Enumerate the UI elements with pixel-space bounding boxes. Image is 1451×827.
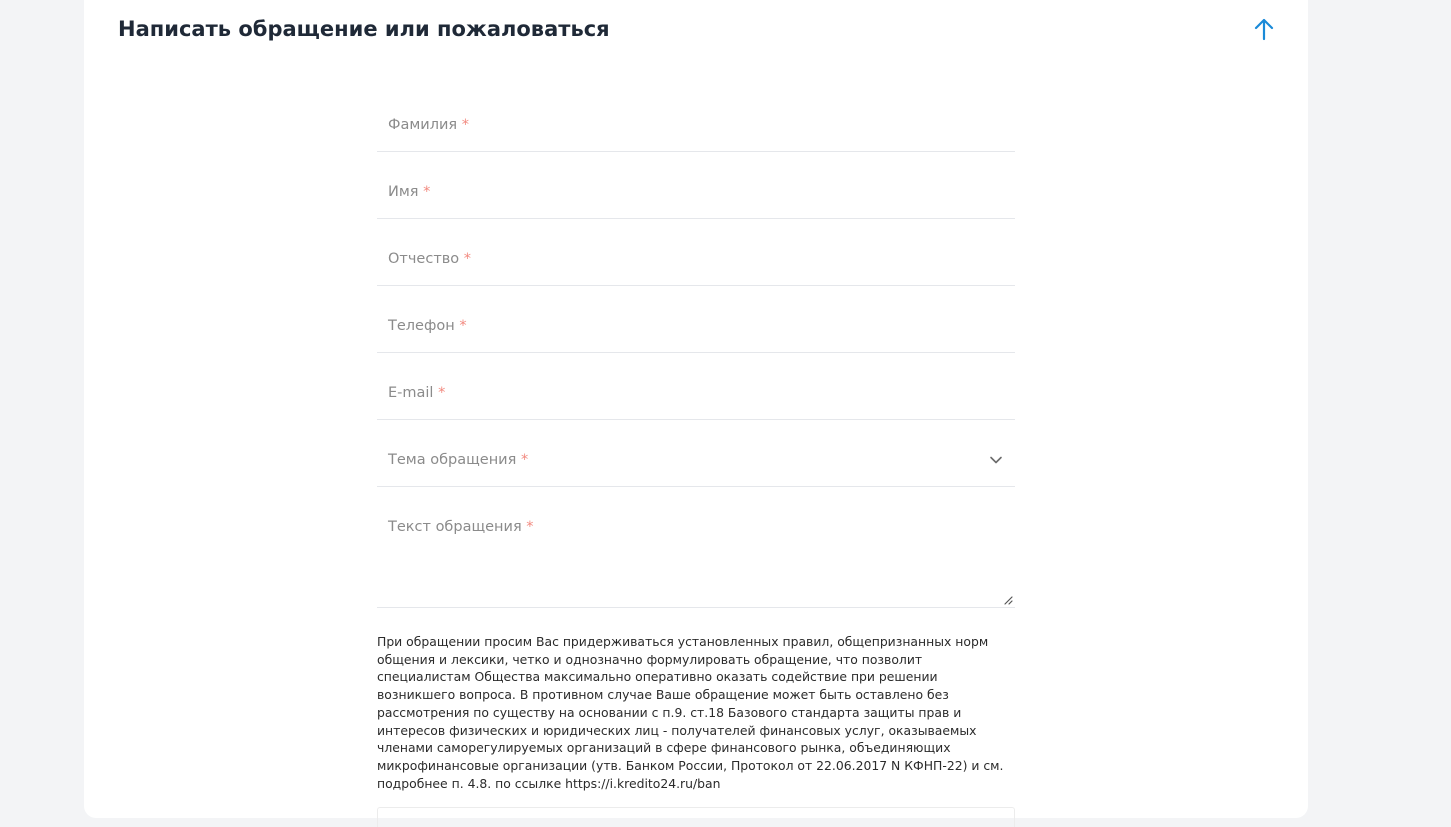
last-name-label: Фамилия * xyxy=(388,117,470,133)
phone-label: Телефон * xyxy=(388,318,467,334)
arrow-up-icon xyxy=(1253,17,1275,41)
next-form-block xyxy=(377,807,1015,827)
email-label: E-mail * xyxy=(388,385,446,401)
phone-field[interactable] xyxy=(377,311,1015,353)
chevron-down-icon xyxy=(989,453,1003,467)
email-field[interactable] xyxy=(377,378,1015,420)
resize-handle-icon[interactable] xyxy=(1003,595,1013,605)
last-name-field[interactable] xyxy=(377,110,1015,152)
appeal-notice-text: При обращении просим Вас придерживаться установленных правил, общепризнанных норм общения и лексики, четко и однозначно формулировать обращение, что позволит специалистам Общества максимально оперативно оказать содействие при решении возникшего вопроса. В противном случае Ваше обращение может быть оставлено без рассмотрения по существу на основании с п.9. ст.18 Базового стандарта защиты прав и интересов физических и юридических лиц - получателей финансовых услуг, оказываемых членами саморегулируемых организаций в сфере финансового рынка, объединяющих микрофинансовые организации (утв. Банком России, Протокол от 22.06.2017 N КФНП-22) и см. подробнее п. 4.8. по ссылке https://i.kredito24.ru/ban xyxy=(377,634,1004,791)
message-label: Текст обращения * xyxy=(388,519,534,535)
message-textarea[interactable] xyxy=(377,512,1015,608)
first-name-field[interactable] xyxy=(377,177,1015,219)
section-title: Написать обращение или пожаловаться xyxy=(118,17,610,41)
appeal-card xyxy=(84,0,1308,818)
subject-select[interactable] xyxy=(377,445,1015,487)
subject-label: Тема обращения * xyxy=(388,452,529,468)
patronymic-label: Отчество * xyxy=(388,251,472,267)
first-name-label: Имя * xyxy=(388,184,431,200)
patronymic-field[interactable] xyxy=(377,244,1015,286)
appeal-form xyxy=(377,110,1015,827)
collapse-button[interactable] xyxy=(1251,16,1277,42)
